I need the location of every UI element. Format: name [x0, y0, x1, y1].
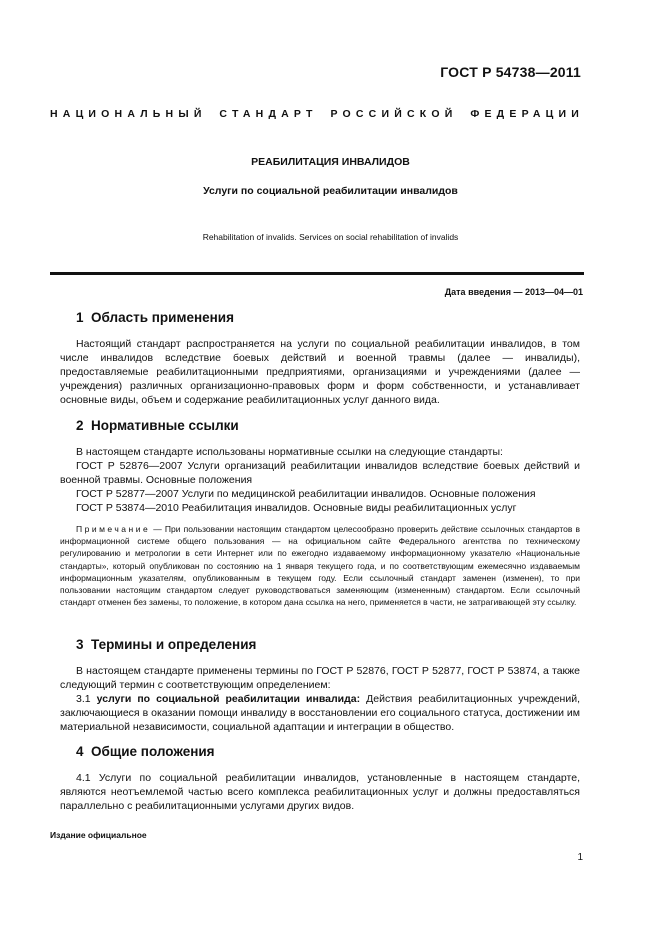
standard-code: ГОСТ Р 54738—2011: [440, 64, 581, 80]
section-1-title: Область применения: [91, 310, 234, 325]
section-1-number: 1: [76, 310, 84, 325]
english-title: Rehabilitation of invalids. Services on social rehabilitation of invalids: [202, 232, 459, 242]
document-title: РЕАБИЛИТАЦИЯ ИНВАЛИДОВ: [251, 156, 410, 168]
section-3-number: 3: [76, 637, 84, 652]
term-number: 3.1: [76, 693, 91, 705]
section-3-title: Термины и определения: [91, 637, 257, 652]
national-standard-banner: НАЦИОНАЛЬНЫЙ СТАНДАРТ РОССИЙСКОЙ ФЕДЕРАЦИИ: [50, 108, 584, 120]
section-3-heading: [76, 637, 256, 652]
note-label: Примечание: [76, 524, 151, 534]
section-2-reference-1: ГОСТ Р 52876—2007 Услуги организаций реабилитации инвалидов вследствие боевых действий и военной травмы. Основные положения: [60, 460, 580, 486]
term-name: услуги по социальной реабилитации инвалида:: [96, 693, 361, 705]
note-text: — При пользовании настоящим стандартом целесообразно проверить действие ссылочных стандартов в информационной системе общего пользования — на официальном сайте Федерального агентства по техническому регулированию и метрологии в сети Интернет или по ежегодно издаваемому информационному указателю «Национальные стандарты», который опубликован по состоянию на 1 января текущего года, и по соответствующим ежемесячно издаваемым информационным указателям, опубликованным в текущем году. Если ссылочный стандарт заменен (изменен), то при пользовании настоящим стандартом следует руководствоваться заменяющим (измененным) стандартом. Если ссылочный стандарт отменен без замены, то положение, в котором дана ссылка на него, применяется в части, не затрагивающей эту ссылку.: [60, 524, 580, 608]
introduction-date: Дата введения — 2013—04—01: [444, 287, 583, 297]
section-4-title: Общие положения: [91, 744, 215, 759]
document-subtitle: Услуги по социальной реабилитации инвалидов: [203, 185, 458, 197]
section-4-heading: [76, 744, 215, 759]
section-2-reference-2: ГОСТ Р 52877—2007 Услуги по медицинской реабилитации инвалидов. Основные положения: [76, 488, 536, 500]
header-divider: [50, 272, 584, 275]
section-2-heading: [76, 418, 239, 433]
section-4-number: 4: [76, 744, 84, 759]
term-definition-text: Действия реабилитационных учреждений, заключающиеся в оказании помощи инвалиду в восстановлении его социального статуса, достижении им материальной независимости, социальной адаптации и интеграции в общество.: [60, 693, 581, 733]
page-number: 1: [577, 852, 583, 863]
official-edition-label: Издание официальное: [50, 830, 147, 840]
section-2-reference-3: ГОСТ Р 53874—2010 Реабилитация инвалидов. Основные виды реабилитационных услуг: [76, 502, 517, 514]
section-3-paragraph: В настоящем стандарте применены термины по ГОСТ Р 52876, ГОСТ Р 52877, ГОСТ Р 53874, а также следующий термин с соответствующим определением:: [60, 665, 580, 691]
section-2-number: 2: [76, 418, 84, 433]
section-2-title: Нормативные ссылки: [91, 418, 239, 433]
section-3-term-definition: [60, 692, 580, 734]
section-2-paragraph-intro: В настоящем стандарте использованы нормативные ссылки на следующие стандарты:: [76, 446, 503, 458]
section-2-note: [60, 523, 580, 608]
section-4-paragraph: 4.1 Услуги по социальной реабилитации инвалидов, установленные в настоящем стандарте, являются неотъемлемой частью всего комплекса реабилитационных услуг и должны предоставляться параллельно с реабилитационными услугами других видов.: [60, 772, 580, 812]
section-1-paragraph: Настоящий стандарт распространяется на услуги по социальной реабилитации инвалидов, в том числе инвалидов вследствие боевых действий и военной травмы (далее — инвалиды), предоставляемые реабилитационными предприятиями, организациями и учреждениями (далее — учреждения) различных организационно-правовых форм и форм собственности, и устанавливает основные виды, объем и содержание реабилитационных услуг данного вида.: [60, 338, 580, 406]
section-1-heading: [76, 310, 234, 325]
